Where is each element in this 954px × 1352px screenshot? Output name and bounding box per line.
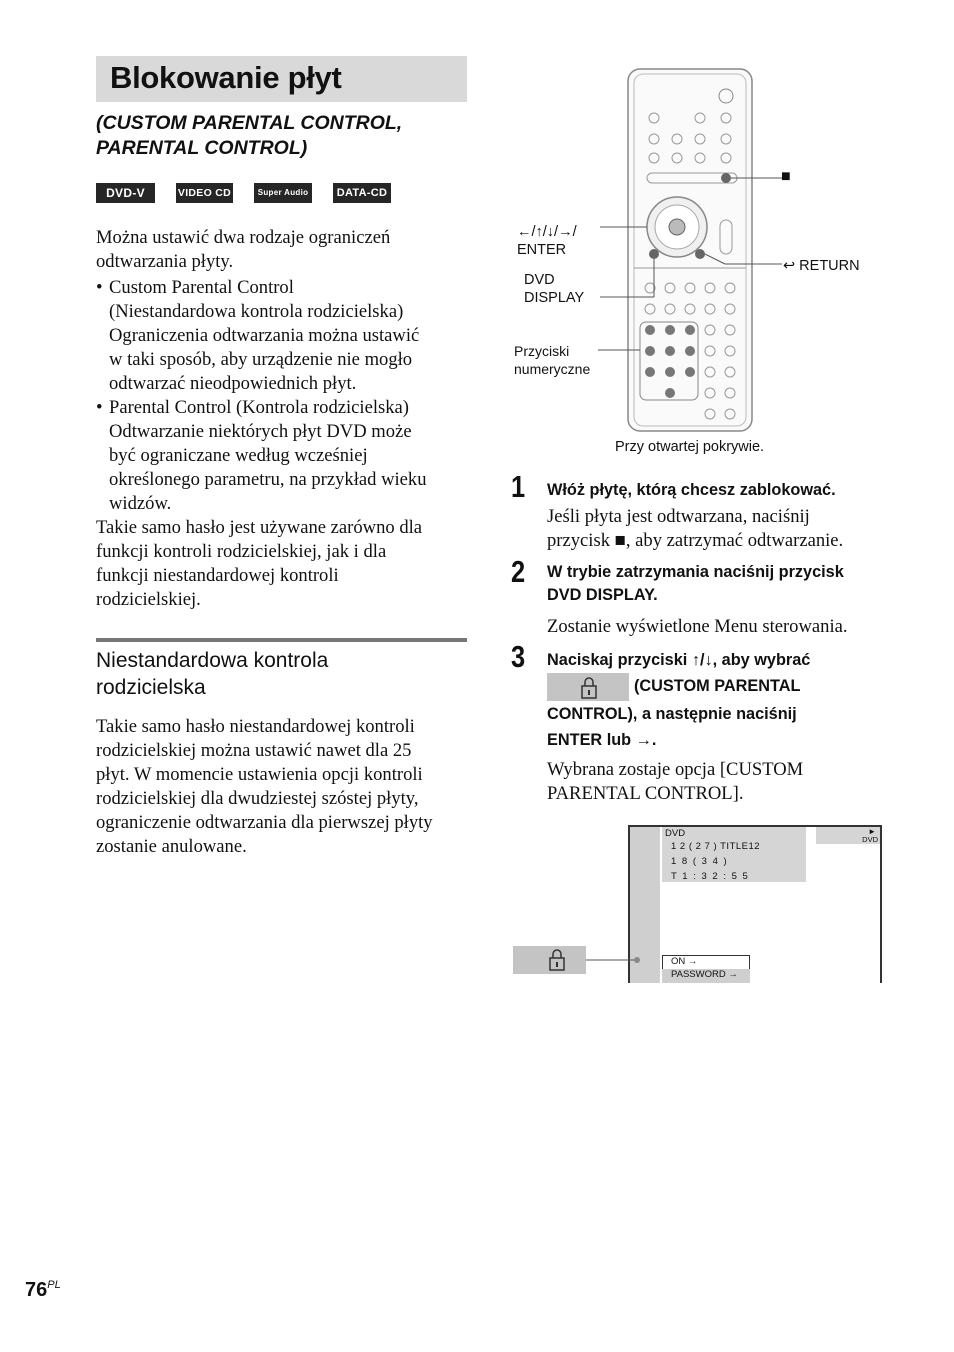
- osd-info-panel: [662, 827, 806, 882]
- label-stop: ■: [781, 168, 791, 185]
- osd-screen: [628, 825, 882, 983]
- text-line: ograniczenie odtwarzania dla pierwszej płyty: [96, 812, 433, 833]
- text-line: funkcji kontroli rodzicielskiej, jak i dla: [96, 541, 387, 562]
- osd-line: DVD: [665, 828, 686, 839]
- text-line: rodzicielskiej.: [96, 589, 201, 610]
- page-subtitle: (CUSTOM PARENTAL CONTROL, PARENTAL CONTROL): [96, 112, 403, 159]
- step-body: Zostanie wyświetlone Menu sterowania.: [547, 616, 848, 637]
- step-body: [547, 505, 907, 553]
- step-number: 1: [511, 469, 526, 504]
- label-return: ↩ RETURN: [783, 258, 860, 274]
- bullet-line: (Niestandardowa kontrola rodzicielska): [109, 301, 404, 322]
- page-suffix: PL: [47, 1279, 61, 1291]
- return-button: [695, 249, 705, 259]
- label-enter: ENTER: [517, 242, 567, 258]
- step-heading: [547, 647, 810, 753]
- label-arrows: ←/↑/↓/→/: [517, 224, 577, 240]
- osd-line: T 1 : 3 2 : 5 5: [671, 871, 750, 882]
- text-line: Takie samo hasło jest używane zarówno dla: [96, 517, 423, 538]
- step-heading-with-icon: [547, 673, 810, 701]
- text-line: PARENTAL CONTROL].: [547, 783, 744, 804]
- text-line: płyt. W momencie ustawienia opcji kontroli: [96, 764, 423, 785]
- bullet-list: [96, 276, 468, 612]
- text-line: rodzicielskiej można ustawić nawet dla 25: [96, 740, 412, 761]
- heading-line: rodzicielska: [96, 676, 206, 699]
- text-line: Takie samo hasło niestandardowej kontroli: [96, 716, 415, 737]
- bullet-line: w taki sposób, aby urządzenie nie mogło: [109, 349, 413, 370]
- text-line: CONTROL), a następnie naciśnij: [547, 705, 797, 723]
- text-line: ENTER lub →.: [547, 731, 657, 749]
- bullet-line: być ograniczane według wcześniej: [109, 445, 368, 466]
- text-line: Wybrana zostaje opcja [CUSTOM: [547, 759, 804, 780]
- label-display: DISPLAY: [524, 290, 585, 306]
- text-line: przycisk ■, aby zatrzymać odtwarzanie.: [547, 530, 844, 551]
- osd-lock-callout: [513, 946, 586, 974]
- section-body: [96, 715, 468, 859]
- step-body: [547, 758, 803, 806]
- text-line: rodzicielskiej dla dwudziestej szóstej płyty,: [96, 788, 419, 809]
- page-number: [25, 1279, 61, 1302]
- custom-parental-control-icon: [547, 673, 629, 701]
- osd-line: 1 2 ( 2 7 ) TITLE12: [671, 841, 761, 852]
- bullet-head: Parental Control (Kontrola rodzicielska): [109, 397, 409, 418]
- stop-button: [721, 173, 731, 183]
- bullet-item: • Parental Control (Kontrola rodzicielska) Odtwarzanie niektórych płyt DVD może być ograniczane według wcześniej określonego parametru, na przykład wieku widzów.: [96, 396, 468, 516]
- text-line: zostanie anulowane.: [96, 836, 247, 857]
- section-divider: [96, 638, 467, 642]
- bullet-line: Odtwarzanie niektórych płyt DVD może: [109, 421, 412, 442]
- osd-disc-label: DVD: [862, 835, 878, 844]
- badge-video-cd: VIDEO CD: [176, 183, 233, 203]
- osd-option-password: [662, 969, 750, 983]
- label-dvd: DVD: [524, 272, 555, 288]
- osd-option-label: PASSWORD →: [671, 969, 738, 980]
- osd-line: 1 8 ( 3 4 ): [671, 856, 729, 867]
- intro-paragraph: Można ustawić dwa rodzaje ograniczeń odtwarzania płyty.: [96, 227, 391, 272]
- text-line: Jeśli płyta jest odtwarzana, naciśnij: [547, 506, 810, 527]
- osd-option-label: ON →: [671, 956, 698, 967]
- dvd-display-button: [649, 249, 659, 259]
- badge-dvd-v: DVD-V: [96, 183, 155, 203]
- play-icon: ►: [868, 827, 876, 836]
- step-heading: [547, 561, 844, 607]
- text-line: (CUSTOM PARENTAL: [634, 677, 801, 695]
- bullet-item: • Custom Parental Control (Niestandardowa kontrola rodzicielska) Ograniczenia odtwarzania można ustawić w taki sposób, aby urządzenie nie mogło odtwarzać nieodpowiednich płyt.: [96, 276, 468, 396]
- callout-line: [586, 955, 642, 965]
- bullet-line: widzów.: [109, 493, 172, 514]
- text-line: Naciskaj przyciski ↑/↓, aby wybrać: [547, 651, 811, 669]
- osd-status-box: [816, 827, 880, 844]
- enter-button: [669, 219, 685, 235]
- disc-type-badges: [96, 183, 396, 217]
- page-number-value: 76: [25, 1279, 48, 1301]
- label-numeric: Przyciski: [514, 343, 570, 359]
- title-bar: [96, 56, 467, 102]
- bullet-line: Ograniczenia odtwarzania można ustawić: [109, 325, 420, 346]
- bullet-head: Custom Parental Control: [109, 277, 294, 298]
- bullet-line: określonego parametru, na przykład wieku: [109, 469, 427, 490]
- bullet-line: odtwarzać nieodpowiednich płyt.: [109, 373, 357, 394]
- lock-icon: [513, 946, 586, 974]
- label-numeric-2: numeryczne: [514, 361, 591, 377]
- section-heading: [96, 647, 466, 701]
- heading-line: Niestandardowa kontrola: [96, 649, 329, 672]
- page-title: Blokowanie płyt: [110, 60, 342, 95]
- text-line: W trybie zatrzymania naciśnij przycisk: [547, 563, 844, 581]
- shared-password-paragraph: [96, 516, 468, 612]
- text-line: funkcji niestandardowej kontroli: [96, 565, 339, 586]
- text-line: DVD DISPLAY.: [547, 586, 658, 604]
- step-number: 3: [511, 639, 526, 674]
- step-number: 2: [511, 554, 526, 589]
- step-heading: Włóż płytę, którą chcesz zablokować.: [547, 481, 836, 499]
- remote-caption: Przy otwartej pokrywie.: [615, 439, 765, 455]
- badge-super-audio-cd: Super Audio CD: [254, 183, 312, 203]
- badge-data-cd: DATA-CD: [333, 183, 391, 203]
